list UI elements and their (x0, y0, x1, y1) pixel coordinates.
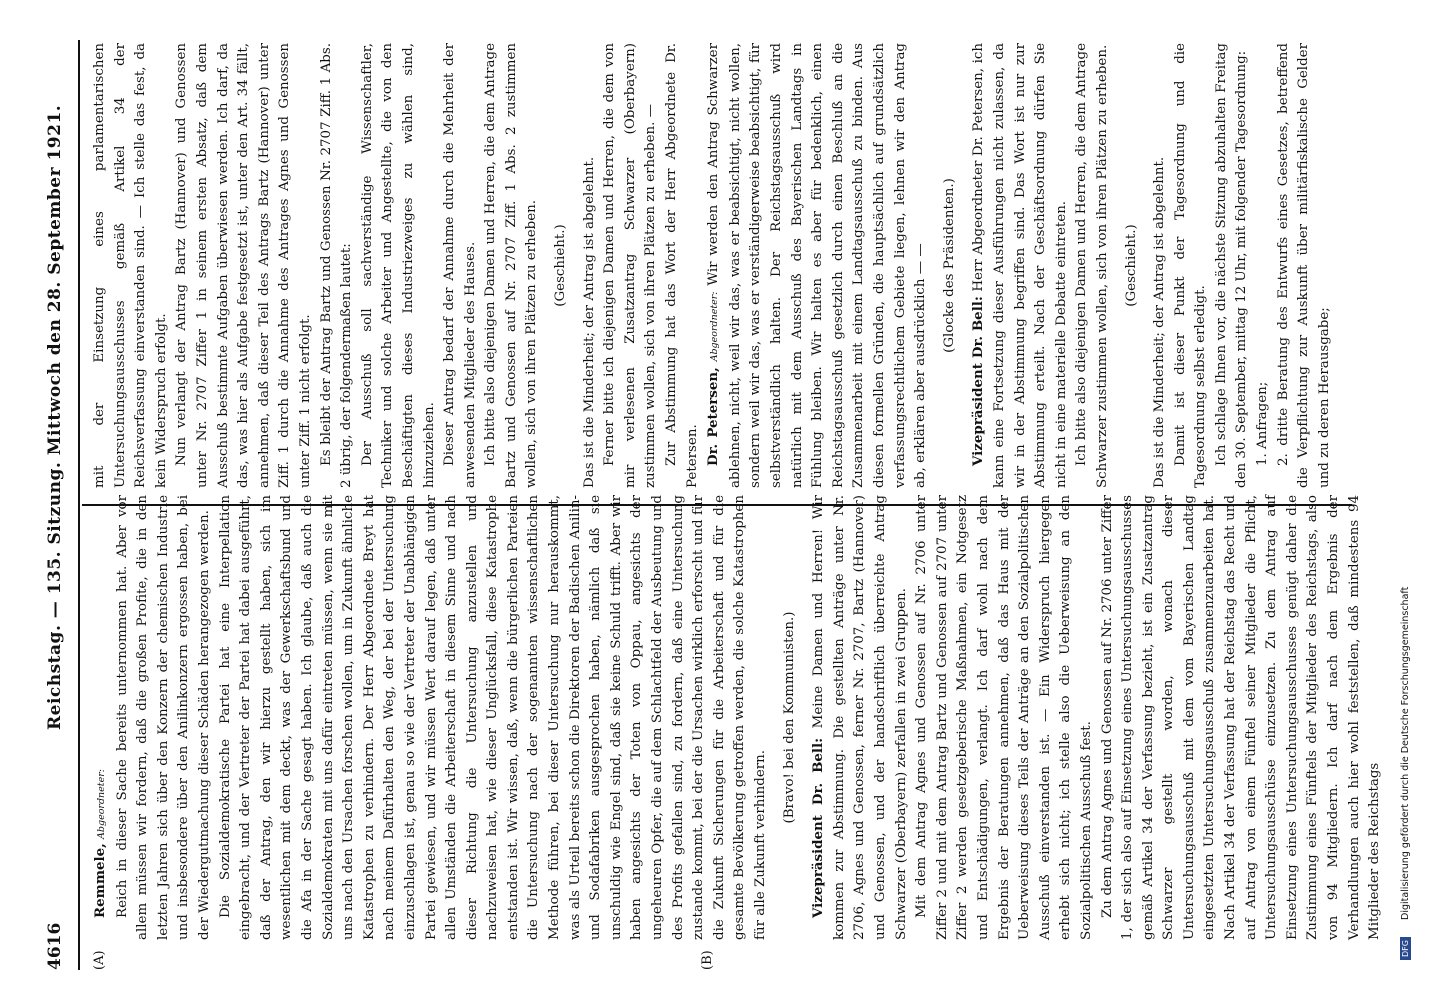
paragraph (662, 43, 703, 488)
paragraph (1253, 43, 1274, 488)
speaker-name: Vizepräsident Dr. Bell: (970, 296, 987, 466)
speaker-role: Abgeordneter: (709, 291, 721, 362)
paragraph-text: Zu dem Antrag Agnes und Genossen auf Nr. 2706 unter Ziffer 1, der sich also auf Einsetzung eines Untersuchungsausschusses gemäß Artikel 34 der Verfassung bezieht, ist ein Zusatzantrag Schwarzer gestellt worden, wonach dieser Untersuchungsausschuß mit dem vom Bayerischen Landtag eingesetzten Untersuchungsausschuß zusammenzuarbeiten hat. Nach Artikel 34 der Verfassung hat der Reichstag das Recht und auf Antrag von einem Fünftel seiner Mitglieder die Pflicht, Untersuchungsausschüsse einzusetzen. Zu dem Antrag auf Einsetzung eines Untersuchungsausschusses genügt daher die Zustimmung eines Fünftels der Mitglieder des Reichstags, also von 94 Mitgliedern. Ich darf nach dem Ergebnis der Verhandlungen auch hier wohl feststellen, daß mindestens 94 Mitglieder des Reichstags (1099, 495, 1383, 940)
dfg-logo: DFG (1400, 937, 1411, 960)
paragraph (940, 43, 961, 488)
paragraph-text: Meine Damen und Herren! Wir kommen zur Abstimmung. Die gestellten Anträge unter Nr. 2706, Agnes und Genossen, ferner Nr. 2707, Bartz (Hannover) und Genossen, und der handschriftlich überreichte Antrag Schwarzer (Oberbayern) zerfallen in zwei Gruppen. (811, 494, 909, 940)
running-head: Reichstag. — 135. Sitzung. Mittwoch den 28. September 1921. (45, 104, 65, 730)
right-column (90, 43, 1335, 488)
paragraph (358, 43, 440, 488)
paragraph (216, 495, 772, 940)
paragraph (1274, 43, 1336, 488)
paragraph-text: mit der Einsetzung eines parlamentarischen Untersuchungsausschusses gemäß Artikel 34 der Reichsverfassung einverstanden sind. — Ich stelle das fest, da kein Widerspruch erfolgt. (92, 43, 169, 488)
left-column (90, 495, 1386, 940)
paragraph-text: Ich bitte also diejenigen Damen und Herren, die dem Antrage Bartz und Genossen auf Nr. 2707 Ziff. 1 Abs. 2 zustimmen wollen, sich von ihren Plätzen zu erheben. (483, 43, 540, 488)
paragraph-text: Die Sozialdemokratische Partei hat eine Interpellation eingebracht, und der Vertreter der Partei hat dabei ausgeführt, daß der Antrag, den wir hierzu gestellt haben, sich im wesentlichen mit dem deckt, was der Gewerkschaftsbund und die Afa in der Sache gesagt haben. Ich glaube, daß auch die Sozialdemokraten mit uns dafür eintreten müssen, wenn sie mit uns nach den Ursachen forschen wollen, um in Zukunft ähnliche Katastrophen zu verhindern. Der Herr Abgeordnete Breyt hat nach meinem Dafürhalten den Weg, der bei der Untersuchung einzuschlagen ist, genau so wie der Vertreter der Unabhängigen Partei gewiesen, und wir müssen Wert darauf legen, daß unter allen Umständen die Arbeiterschaft in diesem Sinne und nach dieser Richtung die Untersuchung anzustellen und nachzuweisen hat, wie dieser Unglücksfall, diese Katastrophe entstanden ist. Wir wissen, daß, wenn die bürgerlichen Parteien die Untersuchung nach der sogenannten wissenschaftlichen Methode führen, bei dieser Untersuchung nur herauskommt, was als Urteil bereits schon die Direktoren der Badischen Anilin- und Sodafabriken ausgesprochen haben, nämlich daß sie unschuldig wie Engel sind, daß sie keine Schuld trifft. Aber wir haben angesichts der Toten von Oppau, angesichts der ungeheuren Opfer, die auf dem Schlachtfeld der Ausbeutung und des Profits gefallen sind, zu fordern, daß eine Untersuchung zustande kommt, bei der die Ursachen wirklich erforscht und für die Zukunft Sicherungen für die Arbeiterschaft und für die gesamte Bevölkerung getroffen werden, die solche Katastrophen für alle Zukunft verhindern. (217, 495, 768, 940)
paragraph (1122, 43, 1143, 488)
paragraph-text: Nun verlangt der Antrag Bartz (Hannover) und Genossen unter Nr. 2707 Ziffer 1 in seinem ersten Absatz, daß dem Ausschuß bestimmte Aufgaben überwiesen werden. Ich darf, da das, was hier als Aufgabe festgesetzt ist, unter den Art. 34 fällt, annehmen, daß dieser Teil des Antrags Bartz (Hannover) unter Ziff. 1 durch die Annahme des Antrages Agnes und Genossen unter Ziff. 1 nicht erfolgt. (174, 43, 313, 488)
paragraph-text: (Geschieht.) (553, 224, 569, 307)
paragraph (1212, 43, 1253, 488)
paragraph-text: Herr Abgeordneter Dr. Petersen, ich kann eine Fortsetzung dieser Ausführungen nicht zulassen, da wir in der Abstimmung begriffen sind. Das Wort ist nur zur Abstimmung erteilt. Nach der Geschäftsordnung dürfen Sie nicht in eine materielle Debatte eintreten. (971, 43, 1069, 488)
paragraph (90, 43, 172, 488)
margin-marker-b: (B) (700, 950, 715, 970)
paragraph-text: Mit dem Antrag Agnes und Genossen auf Nr. 2706 unter Ziffer 2 und mit dem Antrag Bartz und Genossen auf 2707 unter Ziffer 2 werden gesetzgeberische Maßnahmen, ein Notgesetz und Entschädigungen, verlangt. Ich darf wohl nach dem Ergebnis der Beratungen annehmen, daß das Haus mit der Ueberweisung dieses Teils der Anträge an den Sozialpolitischen Ausschuß einverstanden ist. — Ein Widerspruch hiergegen erhebt sich nicht; ich stelle also die Ueberweisung an den Sozialpolitischen Ausschuß fest. (914, 495, 1094, 940)
paragraph (912, 495, 1097, 940)
page-header (45, 40, 75, 970)
paragraph (440, 43, 481, 488)
page-number: 4616 (45, 922, 65, 970)
paragraph (1171, 43, 1212, 488)
paragraph (580, 43, 601, 488)
paragraph-text: Der Ausschuß soll sachverständige Wissenschaftler, Techniker und solche Arbeiter und Angestellte, die von den Beschäftigten dieses Industriezweiges zu wählen sind, hinzuziehen. (359, 43, 437, 488)
paragraph (113, 495, 216, 940)
paragraph (317, 43, 358, 488)
speaker-role: Abgeordneter: (96, 769, 107, 839)
header-rule (78, 40, 80, 970)
paragraph (1072, 43, 1113, 488)
paragraph (90, 495, 113, 940)
speaker-name: Remmele, (92, 843, 108, 918)
paragraph-text: (Glocke des Präsidenten.) (941, 178, 957, 353)
paragraph (808, 495, 912, 940)
paragraph (551, 43, 572, 488)
paragraph-text: (Geschieht.) (1123, 224, 1139, 307)
paragraph-text: Dieser Antrag bedarf der Annahme durch die Mehrheit der anwesenden Mitglieder des Hauses. (442, 43, 478, 488)
paragraph-text: Reich in dieser Sache bereits unternommen hat. Aber vor allem müssen wir fordern, daß die großen Profite, die in den letzten Jahren sich über den Konzern der chemischen Industrie und insbesondere über den Anilinkonzern ergossen haben, bei der Wiedergutmachung dieser Schäden herangezogen werden. (114, 495, 212, 940)
paragraph-text: Ich bitte also diejenigen Damen und Herren, die dem Antrage Schwarzer zustimmen wollen, sich von ihren Plätzen zu erheben. (1074, 43, 1110, 488)
paragraph-text: Ich schlage Ihnen vor, die nächste Sitzung abzuhalten Freitag den 30. September, mittag 12 Uhr, mit folgender Tagesordnung: (1213, 43, 1250, 488)
paragraph (1098, 495, 1386, 940)
paragraph-text: Wir werden den Antrag Schwarzer ablehnen, nicht, weil wir das, was er beabsichtigt, nicht wollen, sondern weil wir das, was er verständigerweise beabsichtigt, für selbstverständlich halten. Der Reichstagsausschuß wird natürlich mit dem Ausschuß des Bayerischen Landtags in Fühlung bleiben. Wir halten es aber für bedenklich, einen Reichstagsausschuß gesetzlich durch einen Beschluß an die Zusammenarbeit mit einem Landtagsausschuß zu binden. Aus diesen formellen Gründen, die hauptsächlich auf grundsätzlich verfassungsrechtlichem Gebiete liegen, lehnen wir den Antrag ab, erklären aber ausdrücklich — — (706, 43, 929, 488)
paragraph (968, 43, 1072, 488)
digitization-note: Digitalisierung gefördert durch die Deutsche Forschungsgemeinschaft (1400, 586, 1411, 920)
paragraph (1150, 43, 1171, 488)
paragraph (172, 43, 316, 488)
margin-marker-a: (A) (92, 950, 107, 970)
paragraph-text: Das ist die Minderheit; der Antrag ist abgelehnt. (581, 156, 597, 488)
paragraph-text: Es bleibt der Antrag Bartz und Genossen Nr. 2707 Ziff. 1 Abs. 2 übrig, der folgendermaßen lautet: (318, 43, 355, 488)
paragraph-text: (Bravo! bei den Kommunisten.) (781, 611, 797, 824)
paragraph (780, 495, 801, 940)
paragraph-text: 1. Anfragen; (1255, 381, 1271, 466)
paragraph (703, 43, 932, 488)
paragraph-text: Zur Abstimmung hat das Wort der Herr Abgeordnete Dr. Petersen. (664, 43, 700, 488)
speaker-name: Dr. Petersen, (705, 367, 722, 466)
paragraph-text: Damit ist dieser Punkt der Tagesordnung und die Tagesordnung selbst erledigt. (1172, 43, 1209, 488)
speaker-name: Vizepräsident Dr. Bell: (810, 737, 827, 918)
paragraph-text: Das ist die Minderheit; der Antrag ist abgelehnt. (1152, 156, 1168, 488)
paragraph-text: 2. dritte Beratung des Entwurfs eines Gesetzes, betreffend die Verpflichtung zur Auskunft über militärfiskalische Gelder und zu deren Herausgabe; (1275, 43, 1332, 488)
paragraph-text: Ferner bitte ich diejenigen Damen und Herren, die dem von mir verlesenen Zusatzantrag Schwarzer (Oberbayern) zustimmen wollen, sich von ihren Plätzen zu erheben. — (602, 43, 659, 488)
paragraph (481, 43, 543, 488)
paragraph (600, 43, 662, 488)
